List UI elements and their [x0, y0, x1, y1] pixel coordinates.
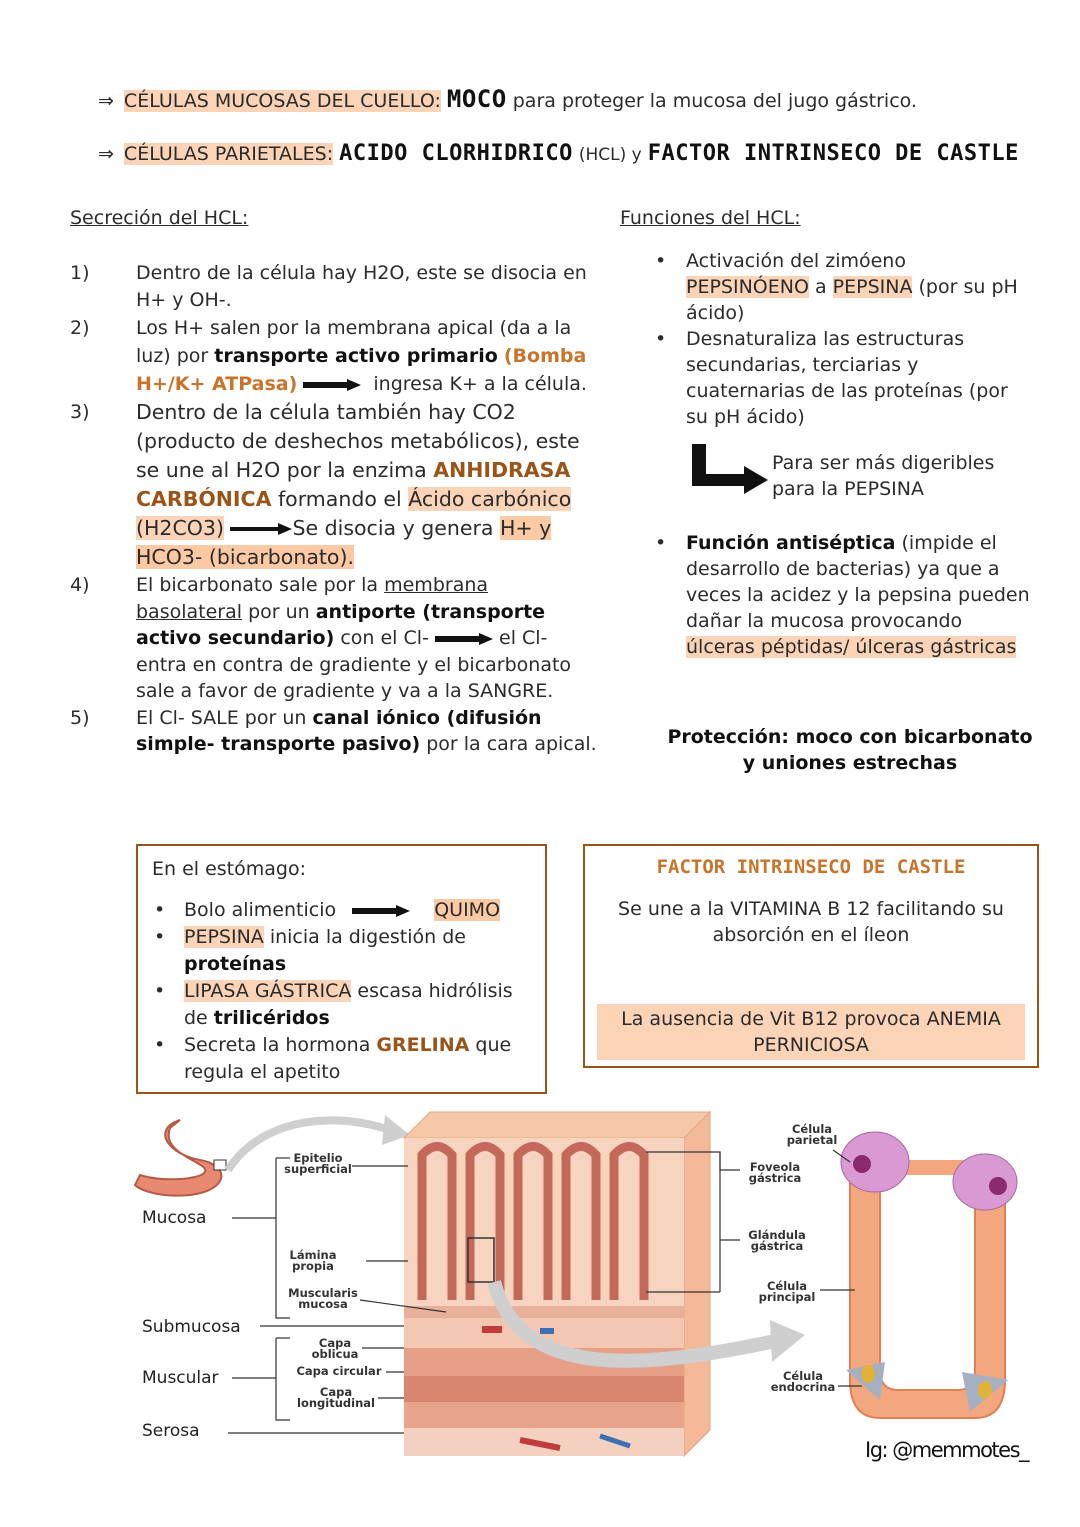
castle-box: FACTOR INTRINSECO DE CASTLE Se une a la VITAMINA B 12 facilitando su absorción en el íleon La ausencia de Vit B12 provoca ANEMIA PERNICIOSA — [583, 844, 1039, 1068]
zoom-arrow-2-head — [770, 1320, 805, 1362]
tissue-block — [404, 1112, 710, 1456]
label-foveola: Foveola gástrica — [748, 1160, 802, 1185]
function-denature: • Desnaturaliza las estructuras secundarias, terciarias y cuaternarias de las proteínas (por su pH ácido) — [655, 326, 1030, 430]
step-4: 4) El bicarbonato sale por la membrana basolateral por un antiporte (transporte activo secundario) con el Cl- el Cl- entra en contra de gradiente y el bicarbonato sale a favor de gradiente y va a la SANGRE. — [70, 574, 572, 702]
castle-keyword: FACTOR INTRINSECO DE CASTLE — [647, 141, 1019, 166]
bicarbonate: H+ y HCO3- (bicarbonato). — [136, 516, 552, 569]
label-endocrina: Célula endocrina — [770, 1369, 836, 1394]
secretion-title: Secreción del HCL: — [70, 207, 249, 229]
stomach-bullet-4: • Secreta la hormona GRELINA que regula el apetito — [152, 1032, 531, 1086]
label-lamina: Lámina propia — [289, 1248, 337, 1273]
hcl-keyword: ACIDO CLORHIDRICO — [339, 141, 573, 166]
label-epitelio: Epitelio superficial — [284, 1151, 352, 1176]
step-1: 1) Dentro de la célula hay H2O, este se disocia en H+ y OH-. — [70, 262, 587, 311]
elbow-arrow-icon — [692, 444, 768, 506]
arrow-icon — [352, 905, 410, 917]
stomach-box-title: En el estómago: — [152, 858, 306, 880]
arrow-icon — [435, 633, 493, 645]
moco-keyword: MOCO — [446, 85, 507, 113]
label-muscularis: Muscularis mucosa — [288, 1286, 358, 1311]
denature-note: Para ser más digeribles para la PEPSINA — [655, 438, 1030, 520]
label-capa-longitudinal: Capa longitudinal — [297, 1385, 375, 1410]
castle-box-warning: La ausencia de Vit B12 provoca ANEMIA PERNICIOSA — [597, 1004, 1025, 1060]
label-glandula: Glándula gástrica — [748, 1228, 806, 1253]
stomach-bullet-1: • Bolo alimenticio QUIMO — [152, 897, 531, 924]
stomach-bullet-2: • PEPSINA inicia la digestión de proteínas — [152, 924, 531, 978]
stomach-box — [136, 844, 547, 1094]
label-submucosa: Submucosa — [142, 1317, 241, 1337]
step-5: 5) El Cl- SALE por un canal iónico (difusión simple- transporte pasivo) por la cara apical. — [70, 706, 597, 755]
label-parietal: Célula parietal — [786, 1122, 838, 1147]
label-principal: Célula principal — [758, 1279, 816, 1304]
mucous-neck-label: CÉLULAS MUCOSAS DEL CUELLO: — [123, 90, 441, 112]
stomach-icon — [135, 1120, 226, 1196]
parietal-label: CÉLULAS PARIETALES: — [123, 143, 334, 165]
mucous-neck-cells-line: ⇒ CÉLULAS MUCOSAS DEL CUELLO: MOCO para proteger la mucosa del jugo gástrico. — [98, 85, 917, 113]
label-capa-oblicua: Capa oblicua — [311, 1336, 359, 1361]
label-mucosa: Mucosa — [142, 1208, 207, 1228]
label-serosa: Serosa — [142, 1421, 200, 1441]
author-signature: Ig: @memmotes_ — [865, 1438, 1029, 1462]
parietal-cells-line: ⇒ CÉLULAS PARIETALES: ACIDO CLORHIDRICO (HCL) y FACTOR INTRINSECO DE CASTLE — [98, 141, 1019, 166]
secretion-steps — [70, 260, 600, 758]
arrow-icon — [230, 523, 292, 535]
gastric-gland — [841, 1132, 1017, 1418]
protection-note: Protección: moco con bicarbonato y uniones estrechas — [667, 726, 1033, 774]
castle-box-title: FACTOR INTRINSECO DE CASTLE — [656, 856, 966, 878]
step-2: 2) Los H+ salen por la membrana apical (da a la luz) por transporte activo primario (Bomba H+/K+ ATPasa) ingresa K+ a la célula. — [70, 317, 587, 395]
functions-title: Funciones del HCL: — [620, 207, 801, 229]
carbonic-acid: Ácido carbónico (H2CO3) — [136, 487, 572, 540]
step-3: 3) Dentro de la célula también hay CO2 (producto de deshechos metabólicos), este se une al H2O por la enzima ANHIDRASA CARBÓNICA formando el Ácido carbónico (H2CO3) Se disocia y genera H+ y HCO3- (bicarbonato). — [70, 400, 580, 569]
hcl-functions — [655, 248, 1030, 660]
arrow-icon — [303, 379, 361, 391]
label-muscular: Muscular — [142, 1368, 219, 1388]
function-activation: • Activación del zimóeno PEPSINÓENO a PEPSINA (por su pH ácido) — [655, 248, 1030, 326]
label-capa-circular: Capa circular — [296, 1364, 382, 1378]
function-antiseptic: • Función antiséptica (impide el desarrollo de bacterias) ya que a veces la acidez y la pepsina pueden dañar la mucosa provocando úlceras péptidas/ úlceras gástricas — [655, 530, 1030, 660]
stomach-bullet-3: • LIPASA GÁSTRICA escasa hidrólisis de trilicéridos — [152, 978, 531, 1032]
